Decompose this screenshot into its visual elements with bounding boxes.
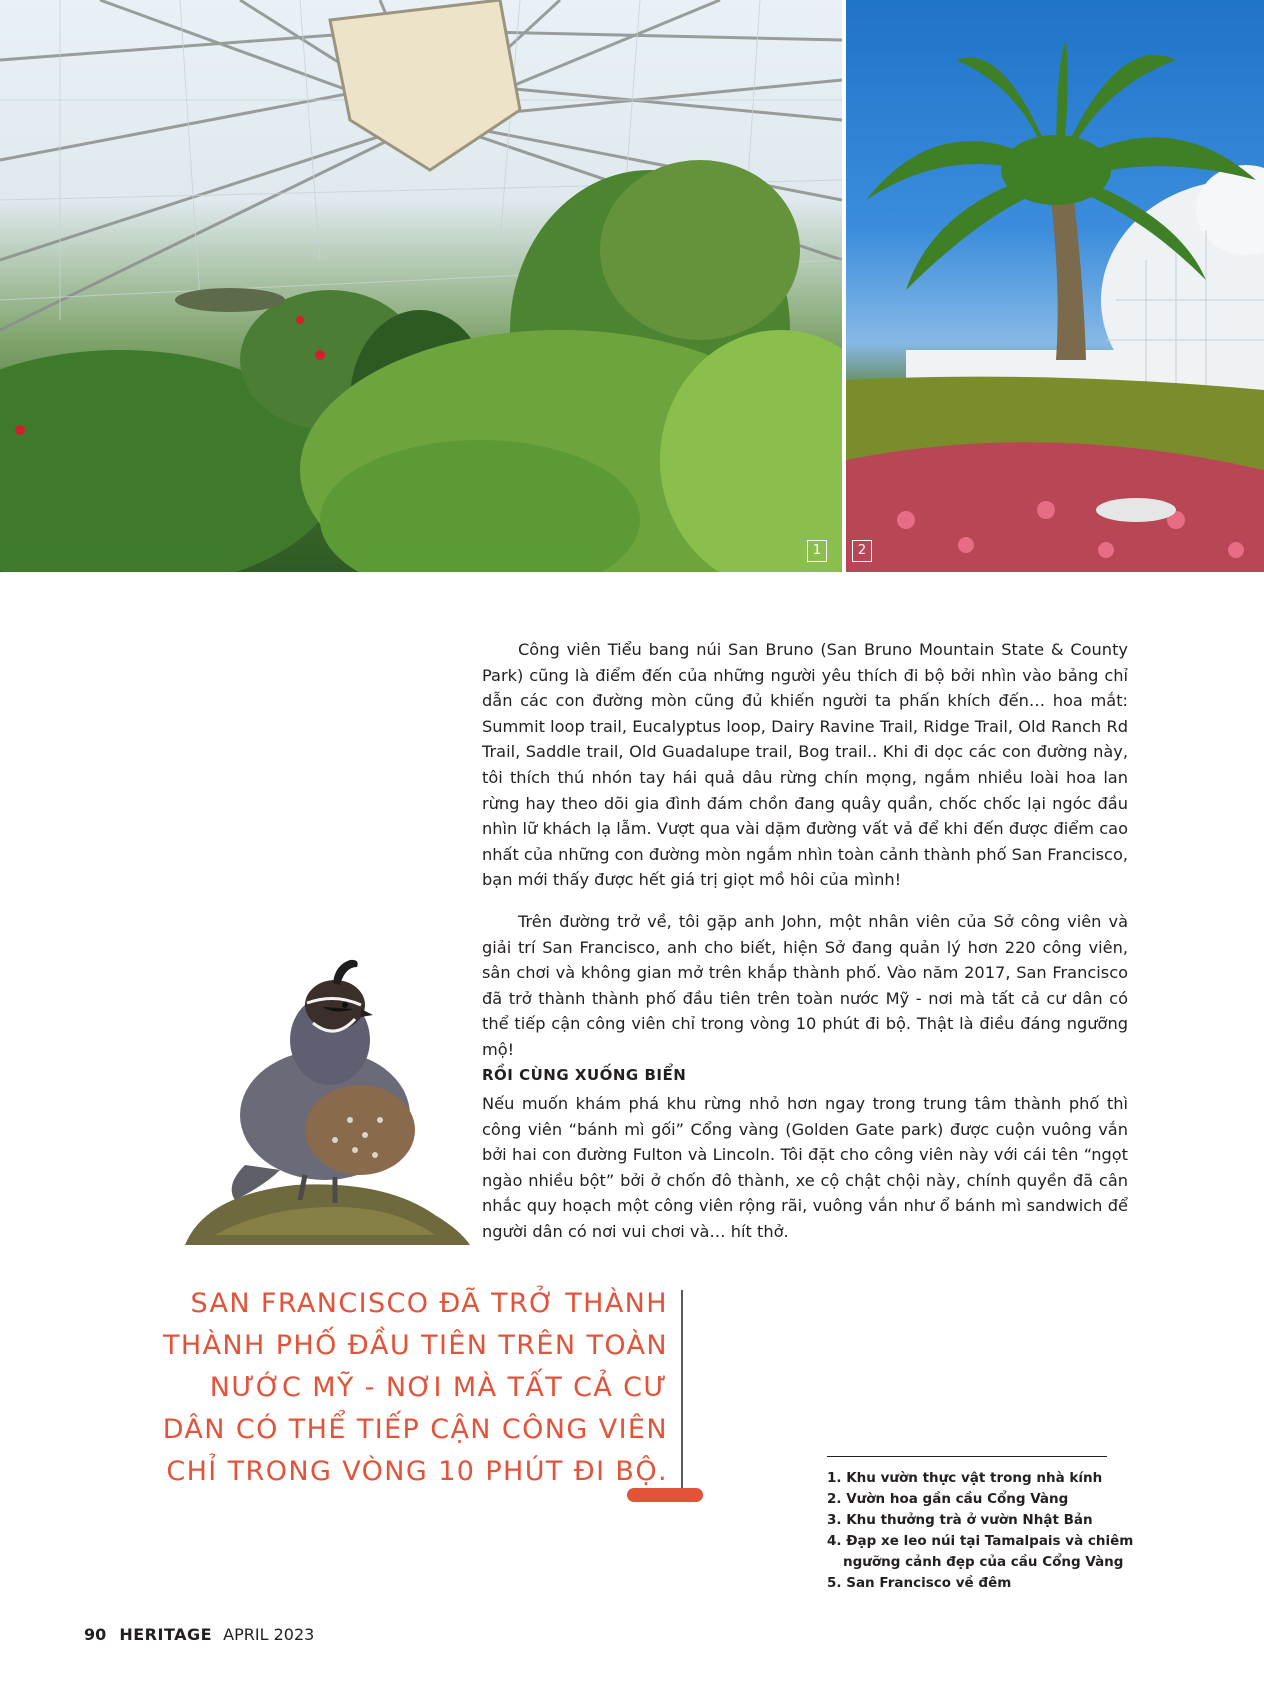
caption-item: 3. Khu thưởng trà ở vườn Nhật Bản: [827, 1512, 1093, 1528]
caption-item: 1. Khu vườn thực vật trong nhà kính: [827, 1470, 1103, 1486]
caption-item: 5. San Francisco về đêm: [827, 1575, 1012, 1591]
page-number: 90: [84, 1625, 107, 1644]
article-paragraph: Nếu muốn khám phá khu rừng nhỏ hơn ngay trong trung tâm thành phố thì công viên “bánh mì gối” Cổng vàng (Golden Gate park) được cuộn vuông vắn bởi hai con đường Fulton và Lincoln. Tôi đặt cho công viên này với cái tên “ngọt ngào nhiều bột” bởi ở chốn đô thành, xe cộ chật chội này, chính quyền đã cân nhắc quy hoạch một công viên rộng rãi, vuông vắn như ổ bánh mì sandwich để người dân có nơi vui chơi và… hít thở.: [482, 1094, 1128, 1241]
section-heading: RỒI CÙNG XUỐNG BIỂN: [482, 1066, 687, 1084]
magazine-name: HERITAGE: [119, 1625, 213, 1644]
page-footer: [84, 1625, 314, 1644]
palm-tree-illustration: [846, 0, 1264, 572]
quail-bird-illustration: [185, 945, 470, 1245]
caption-divider: [827, 1456, 1107, 1457]
pull-quote: SAN FRANCISCO ĐÃ TRỞ THÀNH THÀNH PHỐ ĐẦU TIÊN TRÊN TOÀN NƯỚC MỸ - NƠI MÀ TẤT CẢ CƯ DÂN CÓ THỂ TIẾP CẬN CÔNG VIÊN CHỈ TRONG VÒNG 10 PHÚT ĐI BỘ.: [162, 1288, 668, 1487]
photo-number-1: 1: [807, 540, 827, 562]
pull-quote-accent-bar: [627, 1488, 703, 1502]
palm-tree-photo: [846, 0, 1264, 572]
issue-date: APRIL 2023: [223, 1625, 315, 1644]
greenhouse-photo: [0, 0, 842, 572]
caption-item: 2. Vườn hoa gần cầu Cổng Vàng: [827, 1491, 1069, 1507]
greenhouse-illustration: [0, 0, 842, 572]
photo-captions: [827, 1468, 1137, 1594]
pull-quote-rule: [681, 1290, 683, 1490]
article-paragraph: Công viên Tiểu bang núi San Bruno (San Bruno Mountain State & County Park) cũng là điểm đến của những người yêu thích đi bộ bởi nhìn vào bảng chỉ dẫn các con đường mòn cũng đủ khiến người ta phấn khích đến… hoa mắt: Summit loop trail, Eucalyptus loop, Dairy Ravine Trail, Ridge Trail, Old Ranch Rd Trail, Saddle trail, Old Guadalupe trail, Bog trail.. Khi đi dọc các con đường này, tôi thích thú nhón tay hái quả dâu rừng chín mọng, ngắm nhiều loài hoa lan rừng hay theo dõi gia đình đám chồn đang quây quần, chốc chốc lại ngóc đầu nhìn lữ khách lạ lẫm. Vượt qua vài dặm đường vất vả để khi đến được điểm cao nhất của những con đường mòn ngắm nhìn toàn cảnh thành phố San Francisco, bạn mới thấy được hết giá trị giọt mồ hôi của mình!: [482, 640, 1128, 890]
article-paragraph: Trên đường trở về, tôi gặp anh John, một nhân viên của Sở công viên và giải trí San Francisco, anh cho biết, hiện Sở đang quản lý hơn 220 công viên, sân chơi và không gian mở trên khắp thành phố. Vào năm 2017, San Francisco đã trở thành thành phố đầu tiên trên toàn nước Mỹ - nơi mà tất cả cư dân có thể tiếp cận công viên chỉ trong vòng 10 phút đi bộ. Thật là điều đáng ngưỡng mộ!: [482, 912, 1128, 1059]
caption-item: 4. Đạp xe leo núi tại Tamalpais và chiêm ngưỡng cảnh đẹp của cầu Cổng Vàng: [827, 1533, 1134, 1570]
photo-number-2: 2: [852, 540, 872, 562]
